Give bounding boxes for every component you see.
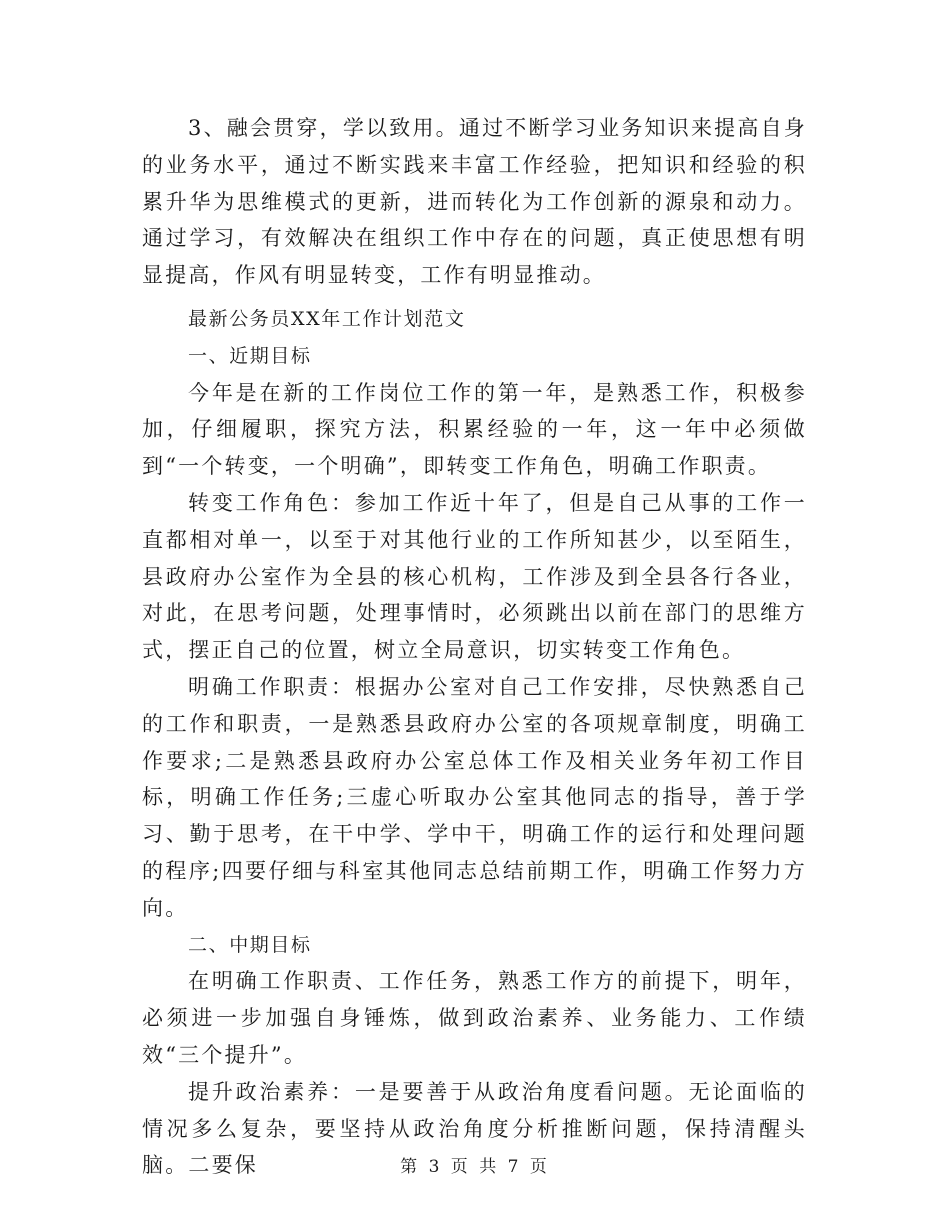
section-title: 最新公务员XX年工作计划范文 [188,307,466,330]
paragraph-integration: 3、融会贯穿，学以致用。通过不断学习业务知识来提高自身的业务水平，通过不断实践来丰富工作经验，把知识和经验的积累升华为思维模式的更新，进而转化为工作创新的源泉和动力。通过学习，有效解决在组织工作中存在的问题，真正使思想有明显提高，作风有明显转变，工作有明显推动。 [142,116,807,288]
heading-mid-term-goals: 二、中期目标 [188,933,312,956]
document-body [142,110,807,1184]
paragraph-first-year: 今年是在新的工作岗位工作的第一年，是熟悉工作，积极参加，仔细履职，探究方法，积累经验的一年，这一年中必须做到“一个转变，一个明确”，即转变工作角色，明确工作职责。 [142,380,807,479]
paragraph-role-change: 转变工作角色：参加工作近十年了，但是自己从事的工作一直都相对单一，以至于对其他行业的工作所知甚少，以至陌生，县政府办公室作为全县的核心机构，工作涉及到全县各行各业，对此，在思考问题，处理事情时，必须跳出以前在部门的思维方式，摆正自己的位置，树立全局意识，切实转变工作角色。 [142,490,807,663]
heading-near-term-goals: 一、近期目标 [188,344,312,367]
page-number-footer: 第 3 页 共 7 页 [400,1157,550,1177]
paragraph-job-duties: 明确工作职责：根据办公室对自己工作安排，尽快熟悉自己的工作和职责，一是熟悉县政府办公室的各项规章制度，明确工作要求;二是熟悉县政府办公室总体工作及相关业务年初工作目标，明确工作任务;三虚心听取办公室其他同志的指导，善于学习、勤于思考，在干中学、学中干，明确工作的运行和处理问题的程序;四要仔细与科室其他同志总结前期工作，明确工作努力方向。 [142,674,807,920]
paragraph-political-quality: 提升政治素养：一是要善于从政治角度看问题。无论面临的情况多么复杂，要坚持从政治角度分析推断问题，保持清醒头脑。二要保 [142,1079,807,1178]
paragraph-three-improvements: 在明确工作职责、工作任务，熟悉工作方的前提下，明年，必须进一步加强自身锤炼，做到政治素养、业务能力、工作绩效“三个提升”。 [142,969,807,1067]
